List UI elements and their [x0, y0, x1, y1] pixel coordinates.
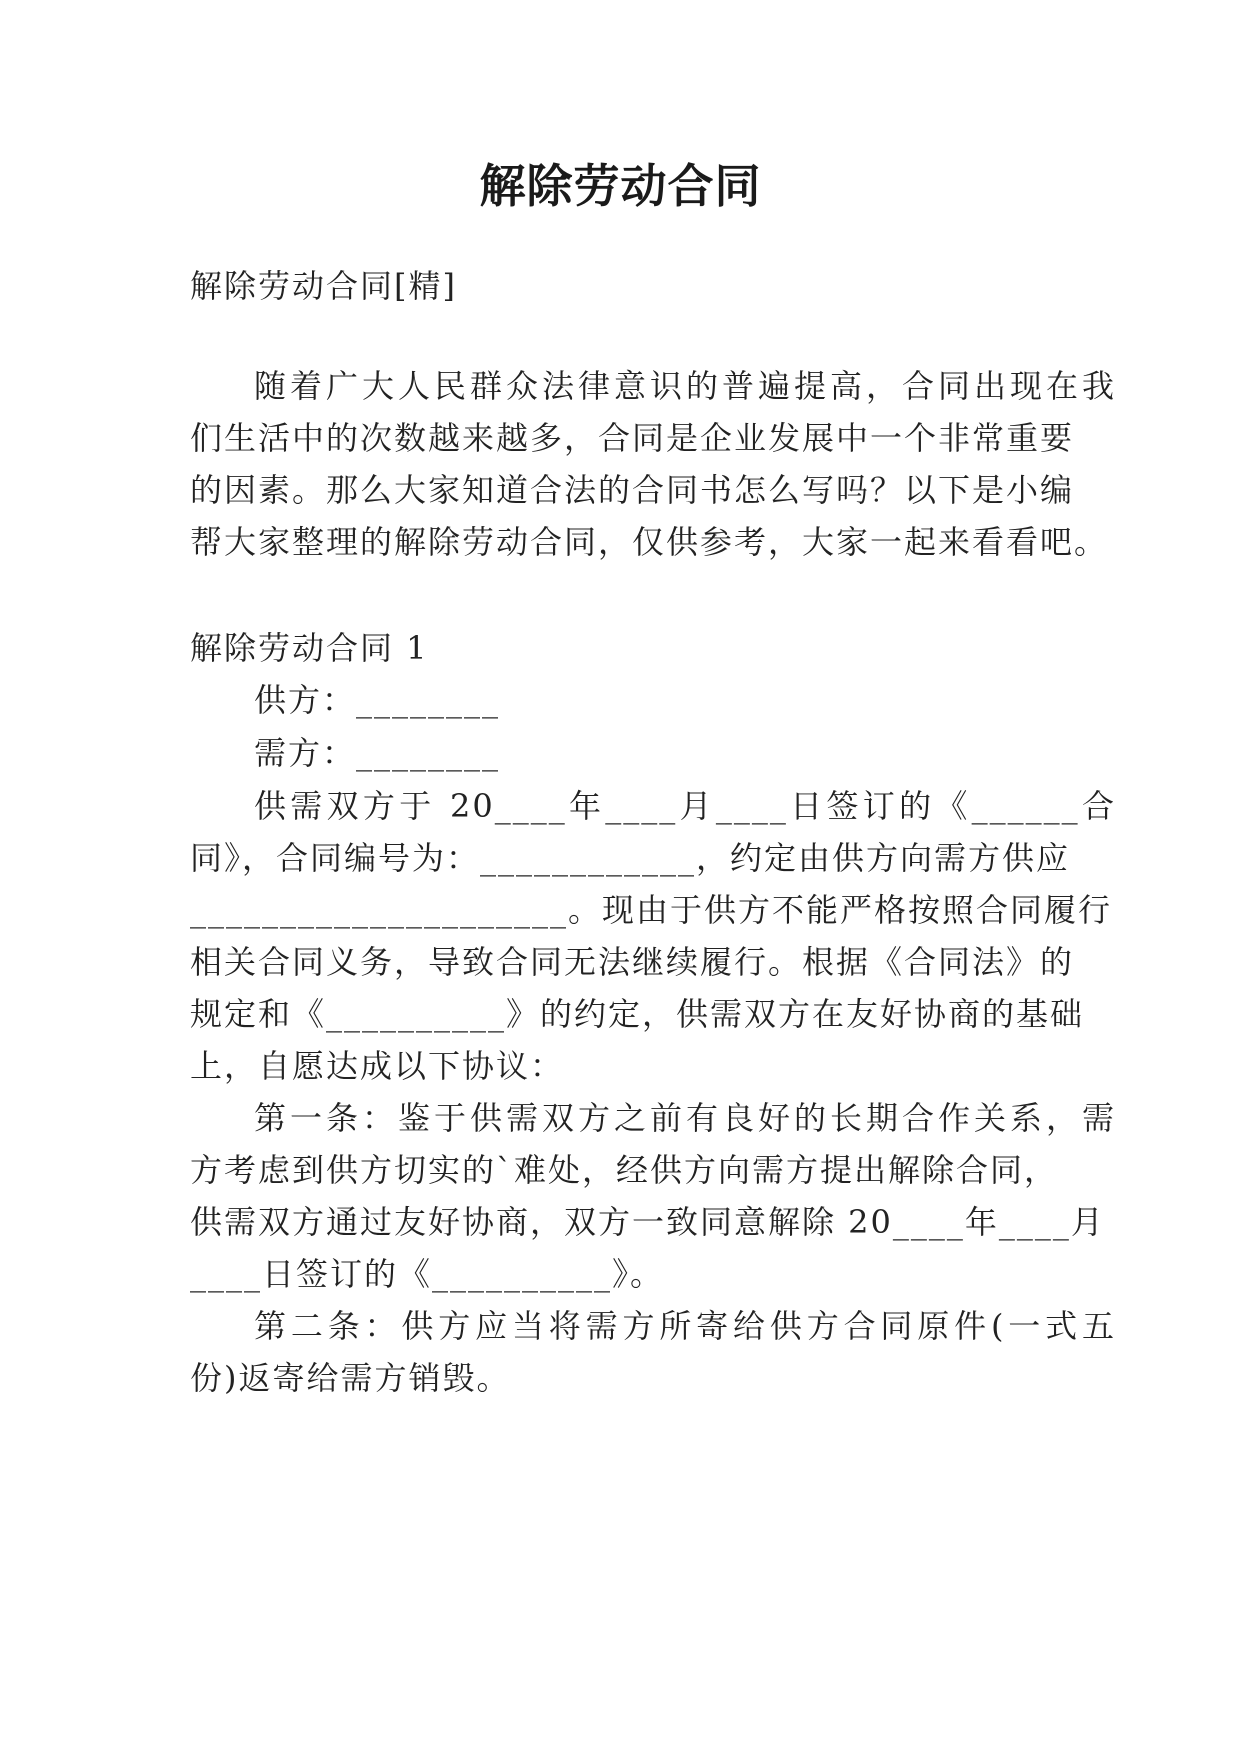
article1-line-3: 供需双方通过友好协商，双方一致同意解除 20____年____月 — [190, 1203, 1105, 1241]
intro-line-2: 们生活中的次数越来越多，合同是企业发展中一个非常重要 — [190, 419, 1075, 457]
document-subtitle: 解除劳动合同[精] — [190, 267, 457, 305]
body-line-2: 同》，合同编号为：____________，约定由供方向需方供应 — [190, 839, 1071, 877]
intro-line-4: 帮大家整理的解除劳动合同，仅供参考，大家一起来看看吧。 — [190, 523, 1109, 561]
body-line-3: _____________________。现由于供方不能严格按照合同履行 — [190, 891, 1113, 929]
document-title: 解除劳动合同 — [479, 159, 762, 213]
article1-line-2: 方考虑到供方切实的`难处，经供方向需方提出解除合同， — [190, 1151, 1059, 1189]
intro-line-1: 随着广大人民群众法律意识的普遍提高，合同出现在我 — [254, 367, 1116, 405]
section-heading: 解除劳动合同 1 — [190, 629, 429, 667]
body-line-5: 规定和《__________》的约定，供需双方在友好协商的基础 — [190, 995, 1085, 1033]
article1-line-4: ____日签订的《__________》。 — [190, 1255, 665, 1293]
intro-line-3: 的因素。那么大家知道合法的合同书怎么写吗？以下是小编 — [190, 471, 1075, 509]
body-line-1: 供需双方于 20____年____月____日签订的《______合 — [254, 787, 1116, 825]
supplier-line: 供方：________ — [254, 681, 501, 719]
article2-line-1: 第二条：供方应当将需方所寄给供方合同原件(一式五 — [254, 1307, 1116, 1345]
body-line-4: 相关合同义务，导致合同无法继续履行。根据《合同法》的 — [190, 943, 1075, 981]
body-line-6: 上，自愿达成以下协议： — [190, 1047, 565, 1085]
article2-line-2: 份)返寄给需方销毁。 — [190, 1359, 511, 1397]
article1-line-1: 第一条：鉴于供需双方之前有良好的长期合作关系，需 — [254, 1099, 1116, 1137]
buyer-line: 需方：________ — [254, 734, 501, 772]
